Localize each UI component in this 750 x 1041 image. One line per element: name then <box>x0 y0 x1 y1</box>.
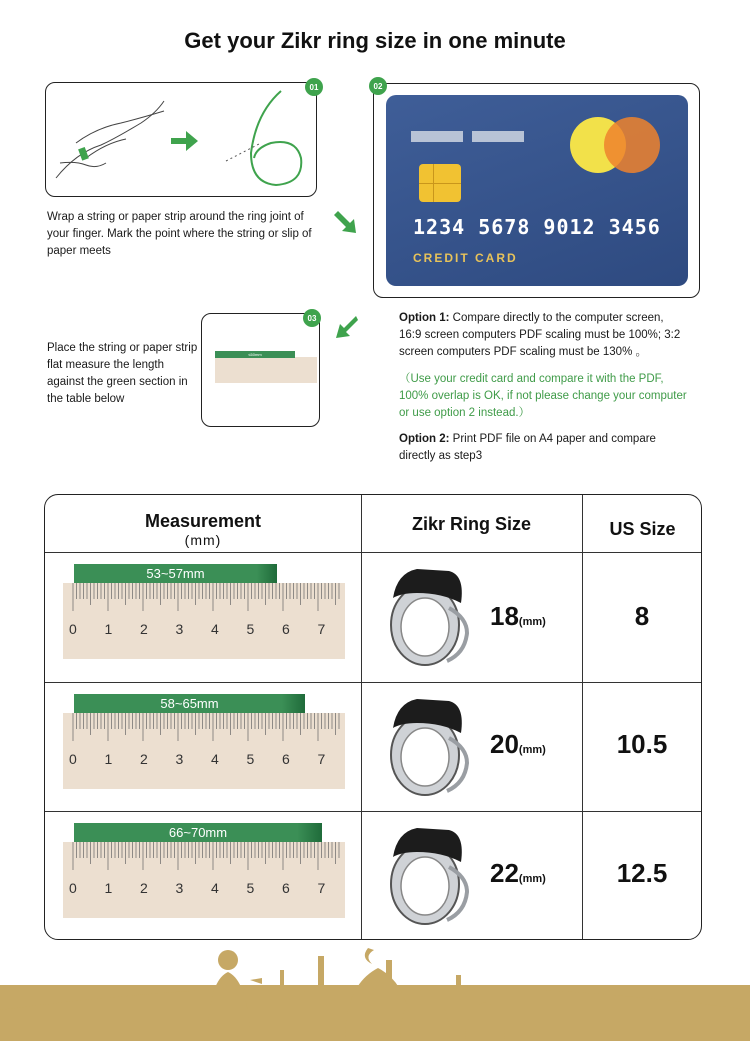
card-logo-icon <box>604 117 660 173</box>
mini-green-strip: ≤60mm <box>215 351 295 358</box>
ruler-number: 5 <box>246 621 255 637</box>
step1-illustration <box>45 82 317 197</box>
table-row <box>45 553 702 682</box>
ruler-ticks <box>63 842 345 872</box>
ring-size-value <box>490 601 546 632</box>
ruler-number: 6 <box>282 751 290 767</box>
us-size-value: 12.5 <box>616 858 668 888</box>
green-measure-strip: 58~65mm <box>74 694 305 713</box>
header-measurement-label: Measurement <box>144 511 262 531</box>
card-stripe <box>472 131 524 142</box>
ruler-number: 3 <box>175 751 184 767</box>
card-stripe <box>411 131 463 142</box>
ruler-number: 7 <box>317 751 326 767</box>
arrow-down-left-icon <box>330 312 360 342</box>
ruler <box>63 583 345 659</box>
arrow-down-right-icon <box>330 207 360 237</box>
ruler-number: 3 <box>175 880 184 896</box>
ruler-number: 3 <box>175 621 184 637</box>
step2-badge: 02 <box>369 77 387 95</box>
card-label: CREDIT CARD <box>413 251 518 265</box>
hand-string-illustration <box>46 83 316 196</box>
step1-badge: 01 <box>305 78 323 96</box>
ruler-number: 1 <box>104 621 113 637</box>
ruler-number: 6 <box>282 621 290 637</box>
ruler-number: 6 <box>282 880 290 896</box>
ring-size-number: 18 <box>490 601 519 631</box>
ruler-number: 0 <box>69 880 77 896</box>
option1 <box>399 310 684 361</box>
ruler-number: 7 <box>317 621 326 637</box>
chip-icon <box>419 164 461 202</box>
step1-text: Wrap a string or paper strip around the ring joint of your finger. Mark the point where the string or slip of paper meets <box>47 211 312 257</box>
arrow-right-icon <box>171 131 198 151</box>
us-size-value: 10.5 <box>616 729 668 759</box>
ruler-number: 1 <box>104 751 113 767</box>
ring-size-unit: (mm) <box>518 873 546 885</box>
ruler-ticks <box>63 583 345 613</box>
option1-text: Compare directly to the computer screen, 16:9 screen computers PDF scaling must be 100%; 3:2 screen computers PDF scaling must be 130% 。 <box>399 312 681 358</box>
step3-illustration <box>201 313 320 427</box>
ruler-ticks <box>63 713 345 743</box>
ruler-number: 7 <box>317 880 326 896</box>
ruler-number: 2 <box>140 751 148 767</box>
zikr-ring-icon <box>387 822 477 932</box>
option2-text: Print PDF file on A4 paper and compare directly as step3 <box>399 433 656 462</box>
ruler-number: 5 <box>246 751 255 767</box>
header-measurement <box>45 511 361 548</box>
green-measure-strip: 53~57mm <box>74 564 277 583</box>
ruler-number: 2 <box>140 621 148 637</box>
mosque-silhouette-icon <box>0 940 750 1041</box>
ruler-number: 0 <box>69 621 77 637</box>
table-row <box>45 812 702 940</box>
green-measure-strip: 66~70mm <box>74 823 322 842</box>
table-row <box>45 683 702 812</box>
zikr-ring-icon <box>387 563 477 673</box>
ring-size-unit: (mm) <box>518 616 546 628</box>
ring-size-number: 20 <box>490 729 519 759</box>
ring-size-value <box>490 729 546 760</box>
ruler-number: 5 <box>246 880 255 896</box>
header-measurement-unit: (mm) <box>184 532 222 548</box>
card-number: 1234 5678 9012 3456 <box>413 215 661 239</box>
ruler <box>63 842 345 918</box>
option2 <box>399 431 684 465</box>
step3-text: Place the string or paper strip flat measure the length against the green section in the table below <box>47 342 198 405</box>
ruler-number: 4 <box>211 621 219 637</box>
mini-ruler <box>215 357 317 383</box>
zikr-ring-icon <box>387 693 477 803</box>
option-note: （Use your credit card and compare it with the PDF, 100% overlap is OK, if not please change your computer or use option 2 instead.） <box>399 373 687 419</box>
option1-label: Option 1: <box>399 312 450 324</box>
ruler-number: 2 <box>140 880 148 896</box>
ring-size-unit: (mm) <box>518 744 546 756</box>
ruler-number: 1 <box>104 880 113 896</box>
step3-badge: 03 <box>303 309 321 327</box>
header-us-size: US Size <box>609 519 676 539</box>
ruler-number: 0 <box>69 751 77 767</box>
ring-size-number: 22 <box>490 858 519 888</box>
header-ring-size: Zikr Ring Size <box>411 514 532 534</box>
ruler <box>63 713 345 789</box>
option2-label: Option 2: <box>399 433 450 445</box>
ruler-number: 4 <box>211 751 219 767</box>
page-title: Get your Zikr ring size in one minute <box>184 28 566 53</box>
ruler-number: 4 <box>211 880 219 896</box>
size-table <box>44 494 702 940</box>
credit-card <box>386 95 688 286</box>
us-size-value: 8 <box>634 601 650 631</box>
ring-size-value <box>490 858 546 889</box>
